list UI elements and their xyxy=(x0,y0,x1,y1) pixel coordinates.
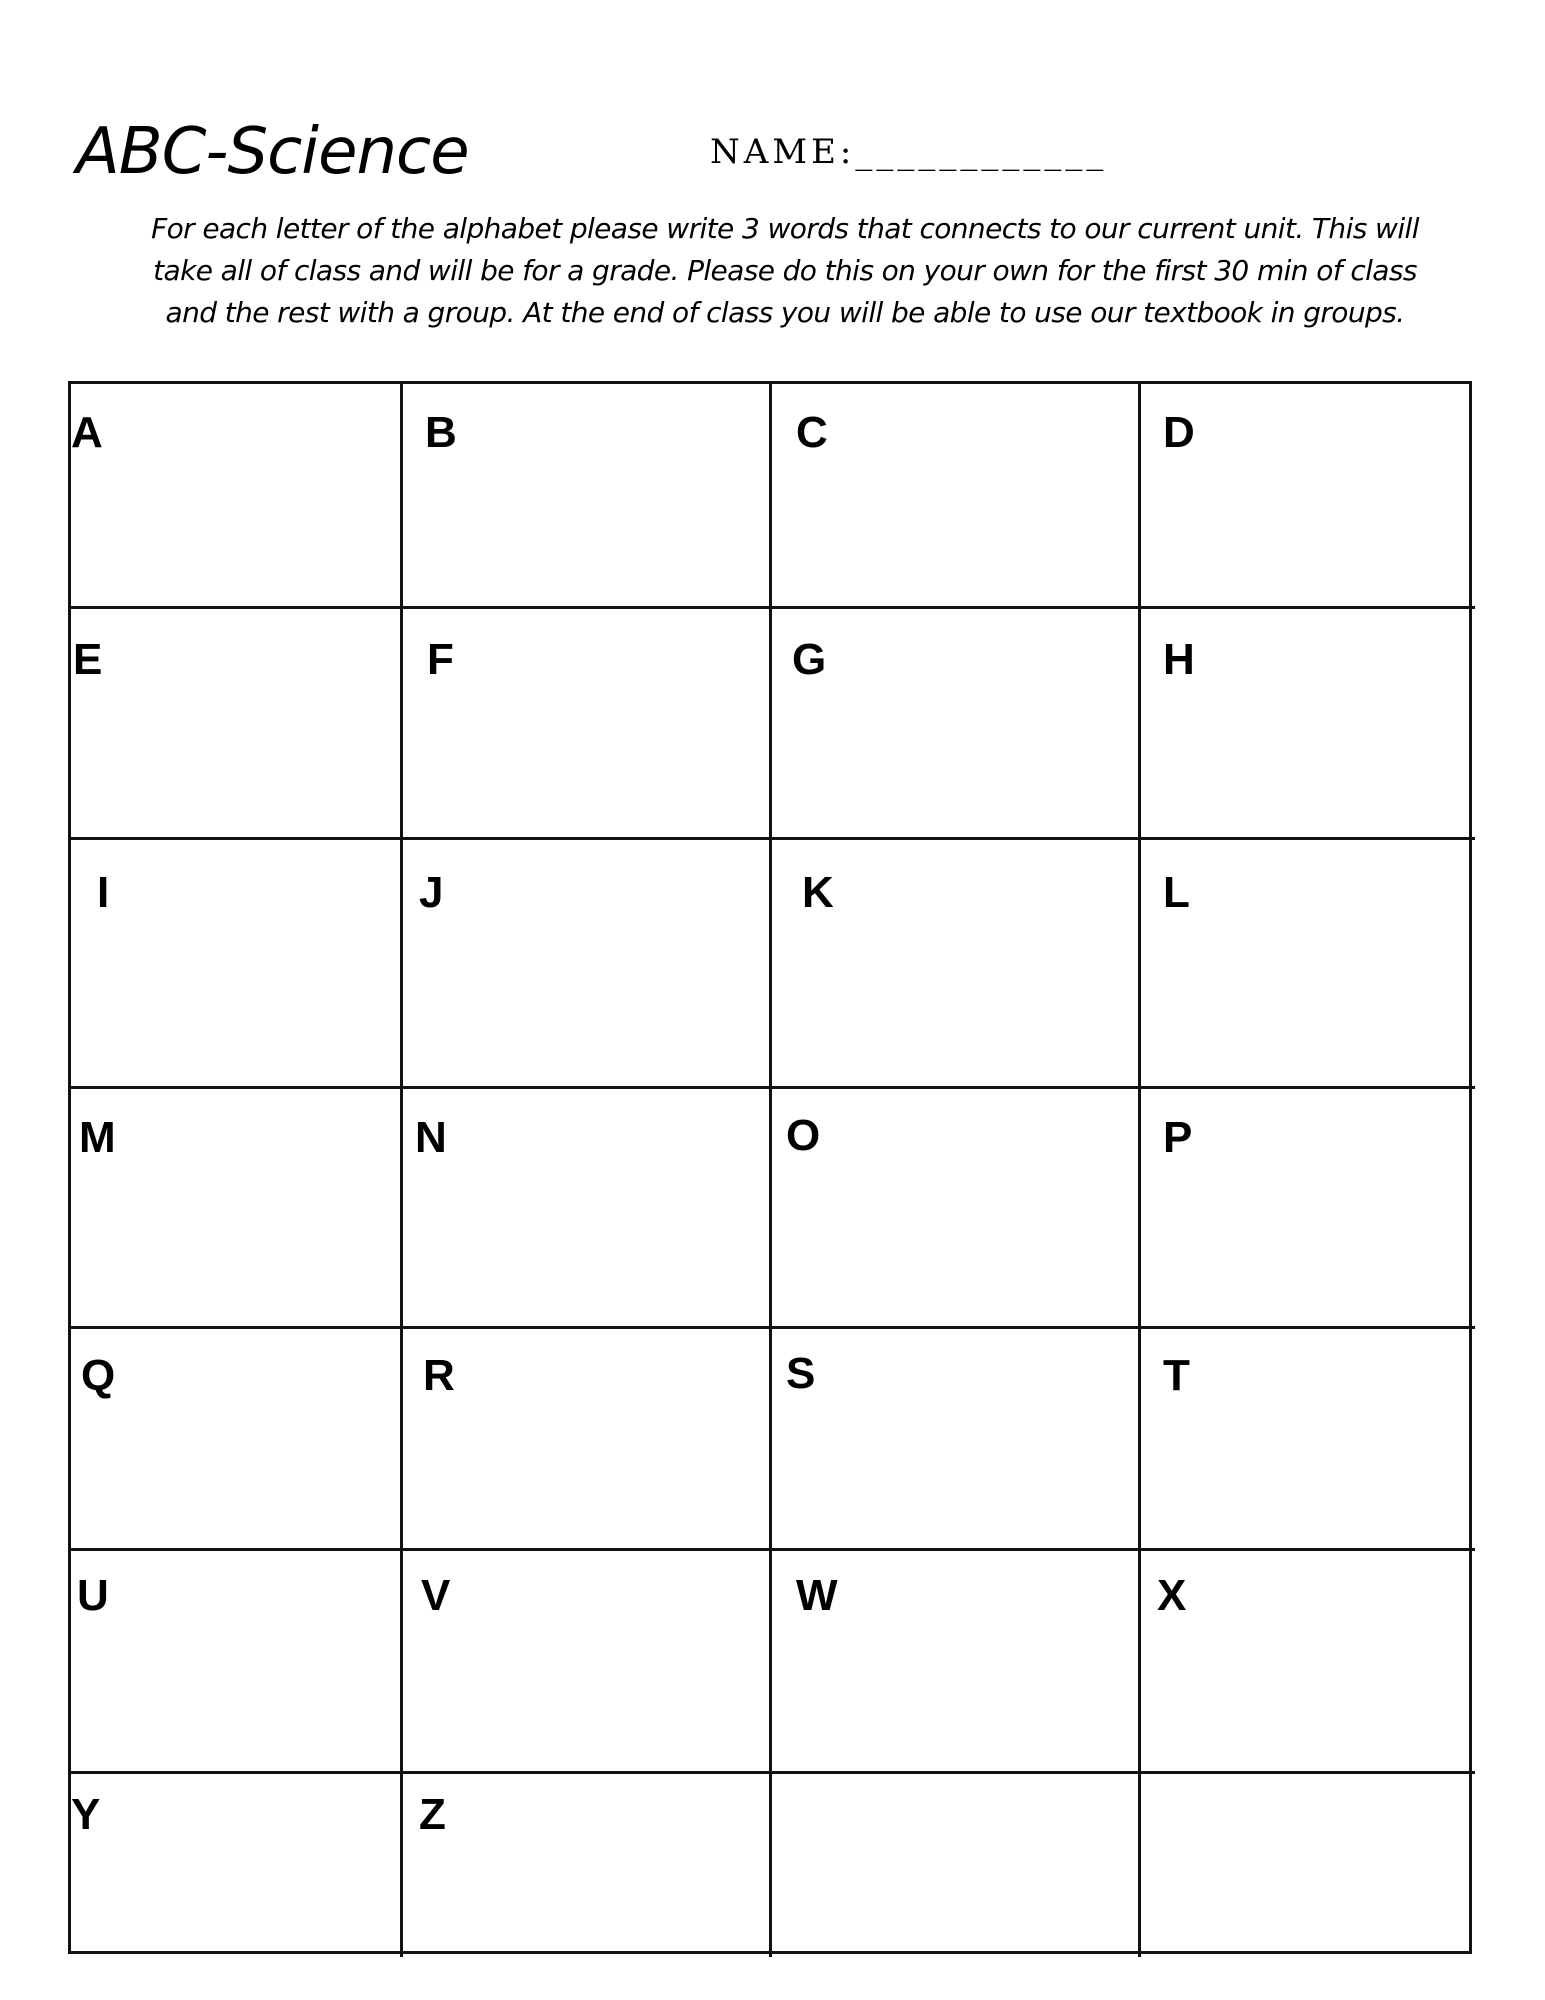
letter-cell-j xyxy=(403,840,772,1089)
cell-letter: I xyxy=(97,868,110,917)
cell-letter: O xyxy=(786,1111,821,1160)
cell-letter: A xyxy=(71,408,103,457)
letter-cell-w xyxy=(772,1551,1141,1774)
empty-cell xyxy=(1141,1774,1475,1957)
cell-letter: N xyxy=(415,1113,447,1162)
letter-cell-l xyxy=(1141,840,1475,1089)
cell-letter: Y xyxy=(71,1790,101,1839)
cell-letter: E xyxy=(73,635,103,684)
letter-cell-o xyxy=(772,1089,1141,1329)
cell-letter: L xyxy=(1163,868,1190,917)
letter-cell-x xyxy=(1141,1551,1475,1774)
cell-letter: X xyxy=(1157,1571,1187,1620)
letter-cell-v xyxy=(403,1551,772,1774)
cell-letter: B xyxy=(425,408,457,457)
instructions-line: take all of class and will be for a grade. Please do this on your own for the first 30 min of class xyxy=(153,254,1417,287)
cell-letter: S xyxy=(786,1349,816,1398)
cell-letter: C xyxy=(796,408,828,457)
letter-cell-r xyxy=(403,1329,772,1551)
empty-cell xyxy=(772,1774,1141,1957)
letter-cell-k xyxy=(772,840,1141,1089)
letter-cell-e xyxy=(71,609,403,840)
letter-cell-t xyxy=(1141,1329,1475,1551)
letter-cell-q xyxy=(71,1329,403,1551)
cell-letter: J xyxy=(419,868,444,917)
cell-letter: T xyxy=(1163,1351,1190,1400)
cell-letter: R xyxy=(423,1351,455,1400)
name-field-label: NAME:____________ xyxy=(710,132,1108,172)
letter-cell-f xyxy=(403,609,772,840)
cell-letter: H xyxy=(1163,635,1195,684)
letter-cell-y xyxy=(71,1774,403,1957)
cell-letter: M xyxy=(79,1113,116,1162)
worksheet-title: ABC-Science xyxy=(76,115,469,189)
letter-cell-d xyxy=(1141,384,1475,609)
cell-letter: V xyxy=(421,1571,451,1620)
letter-cell-h xyxy=(1141,609,1475,840)
letter-cell-b xyxy=(403,384,772,609)
instructions-line: and the rest with a group. At the end of class you will be able to use our textbook in groups. xyxy=(165,296,1405,329)
letter-cell-n xyxy=(403,1089,772,1329)
cell-letter: W xyxy=(796,1571,838,1620)
cell-letter: K xyxy=(802,868,834,917)
cell-letter: U xyxy=(77,1571,109,1620)
cell-letter: Z xyxy=(419,1790,446,1839)
letter-cell-u xyxy=(71,1551,403,1774)
alphabet-grid xyxy=(68,381,1472,1954)
cell-letter: Q xyxy=(81,1351,116,1400)
cell-letter: F xyxy=(427,635,454,684)
letter-cell-a xyxy=(71,384,403,609)
instructions-line: For each letter of the alphabet please write 3 words that connects to our current unit. This will xyxy=(151,212,1419,245)
letter-cell-g xyxy=(772,609,1141,840)
letter-cell-i xyxy=(71,840,403,1089)
instructions xyxy=(150,208,1420,334)
letter-cell-p xyxy=(1141,1089,1475,1329)
letter-cell-c xyxy=(772,384,1141,609)
cell-letter: G xyxy=(792,635,827,684)
letter-cell-z xyxy=(403,1774,772,1957)
cell-letter: P xyxy=(1163,1113,1193,1162)
cell-letter: D xyxy=(1163,408,1195,457)
letter-cell-s xyxy=(772,1329,1141,1551)
letter-cell-m xyxy=(71,1089,403,1329)
